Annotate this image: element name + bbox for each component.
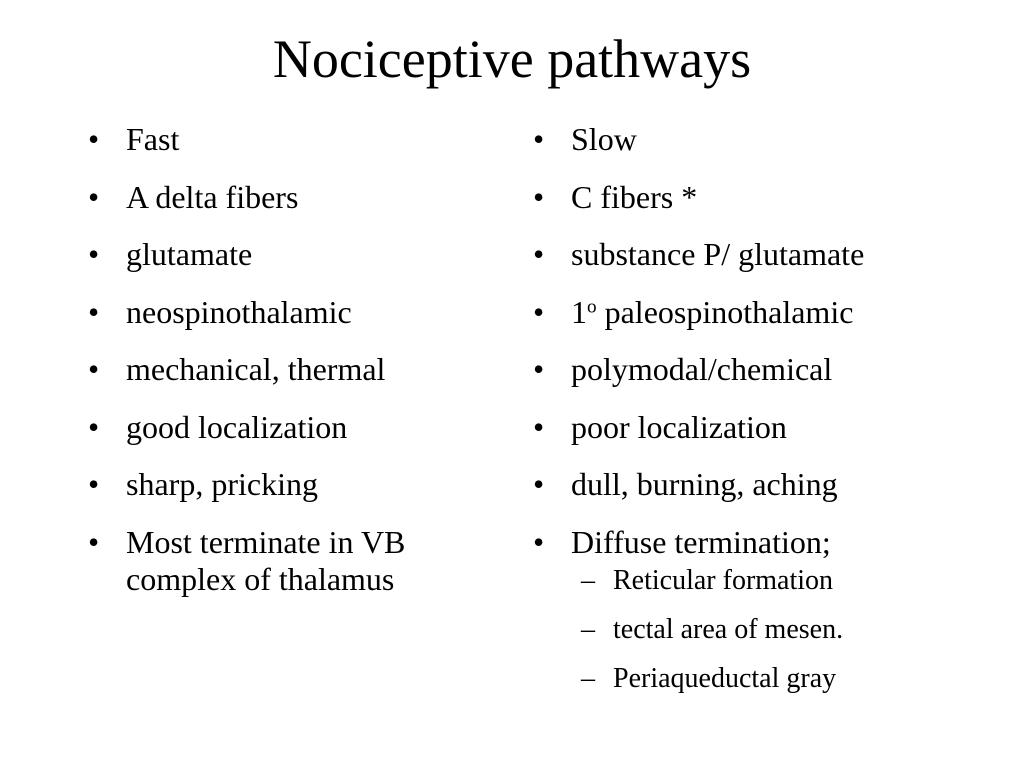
dash-icon: – — [581, 662, 595, 694]
sub-list-item-text: Periaqueductal gray — [613, 662, 837, 694]
list-item-text: Diffuse termination; — [571, 523, 831, 560]
list-item-text: poor localization — [571, 408, 787, 445]
bullet-icon: • — [88, 408, 100, 445]
list-item — [88, 121, 498, 158]
right-column-list — [533, 121, 953, 715]
list-item — [533, 294, 953, 331]
slide-title: Nociceptive pathways — [272, 29, 752, 89]
left-column-list — [88, 121, 498, 618]
list-item-text: glutamate — [126, 236, 253, 272]
sub-list-item — [533, 614, 953, 646]
list-item-text: paleospinothalamic — [604, 293, 854, 330]
list-item — [533, 351, 953, 388]
list-item-text: Slow — [571, 121, 637, 157]
list-item — [88, 524, 498, 598]
list-item — [533, 409, 953, 446]
list-item-text: C fibers * — [571, 178, 698, 215]
bullet-icon: • — [88, 466, 100, 502]
list-item-text: sharp, pricking — [126, 466, 318, 502]
list-item-text: Most terminate in VB complex of thalamus — [126, 523, 406, 597]
sub-list-item-text: tectal area of mesen. — [613, 613, 844, 645]
list-item — [88, 466, 498, 503]
list-item — [533, 466, 953, 503]
dash-icon: – — [581, 564, 595, 596]
list-item-text: polymodal/chemical — [571, 351, 833, 387]
ordinal-superscript: o — [587, 295, 597, 317]
bullet-icon: • — [88, 178, 100, 215]
list-item — [88, 351, 498, 388]
list-item — [533, 121, 953, 158]
list-item-text: A delta fibers — [126, 178, 299, 215]
bullet-icon: • — [533, 408, 545, 445]
bullet-icon: • — [88, 351, 100, 387]
list-item-text: dull, burning, aching — [571, 466, 838, 502]
bullet-icon: • — [533, 466, 545, 502]
bullet-icon: • — [88, 293, 100, 330]
list-item — [533, 524, 953, 695]
list-item — [88, 409, 498, 446]
bullet-icon: • — [88, 523, 100, 560]
dash-icon: – — [581, 613, 595, 645]
list-item-text: mechanical, thermal — [126, 351, 386, 387]
sub-list — [533, 565, 953, 695]
list-item — [533, 179, 953, 216]
list-item-text: neospinothalamic — [126, 293, 352, 330]
bullet-icon: • — [533, 523, 545, 560]
bullet-icon: • — [533, 351, 545, 387]
list-item — [533, 236, 953, 273]
bullet-icon: • — [88, 121, 100, 157]
list-item — [88, 236, 498, 273]
list-item-text: substance P/ glutamate — [571, 236, 865, 272]
list-item — [88, 179, 498, 216]
list-item — [88, 294, 498, 331]
list-item-text: good localization — [126, 408, 348, 445]
ordinal-number: 1 — [571, 293, 587, 330]
bullet-icon: • — [533, 178, 545, 215]
list-item-text: Fast — [126, 121, 180, 157]
bullet-icon: • — [88, 236, 100, 272]
bullet-icon: • — [533, 293, 545, 330]
bullet-icon: • — [533, 121, 545, 157]
sub-list-item-text: Reticular formation — [613, 564, 834, 596]
bullet-icon: • — [533, 236, 545, 272]
sub-list-item — [533, 565, 953, 597]
sub-list-item — [533, 663, 953, 695]
